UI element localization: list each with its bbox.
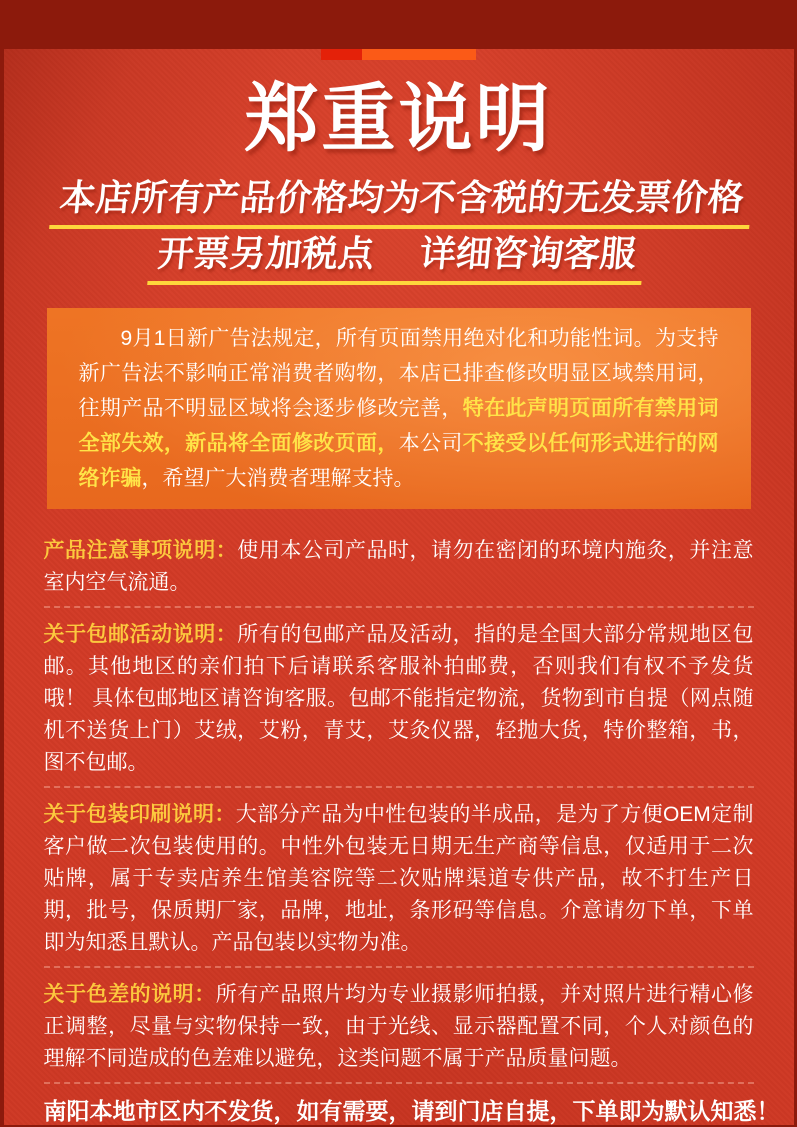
deco-bar-right-segment: [362, 49, 476, 60]
deco-bar-left-segment: [321, 49, 362, 60]
section-free-shipping: [44, 606, 754, 779]
price-notice-line-2-text: 开票另加税点 详细咨询客服: [147, 230, 646, 285]
price-notice-line-2: [0, 230, 793, 286]
price-notice-line-1: [4, 174, 797, 230]
section-packaging-print: [44, 786, 754, 959]
section-free-shipping-body: 所有的包邮产品及活动，指的是全国大部分常规地区包邮。其他地区的亲们拍下后请联系客服补拍邮费，否则我们有权不予发货哦！ 具体包邮地区请咨询客服。包邮不能指定物流，货物到市自提（网点随机不送货上门）艾绒，艾粉，青艾，艾灸仪器，轻抛大货，特价整箱，书，图不包邮。: [44, 623, 754, 774]
solemn-statement-banner: [4, 49, 794, 1125]
law-notice-highlight-1: 特在此声明页面所有禁用词全部失效，新品将全面修改页面，: [79, 397, 719, 455]
section-packaging-print-heading: 关于包装印刷说明：: [44, 803, 236, 826]
law-notice-segment-1: 9月1日新广告法规定，所有页面禁用绝对化和功能性词。为支持新广告法不影响正常消费者购物，本店已排查修改明显区域禁用词，往期产品不明显区域将会逐步修改完善，: [79, 327, 719, 420]
law-notice-highlight-2: 不接受以任何形式进行的网络诈骗: [79, 432, 719, 490]
section-color-difference-body: 所有产品照片均为专业摄影师拍摄，并对照片进行精心修正调整，尽量与实物保持一致，由于光线、显示器配置不同，个人对颜色的理解不同造成的色差难以避免，这类问题不属于产品质量问题。: [44, 983, 754, 1070]
ad-law-notice-text: [79, 321, 719, 496]
section-color-difference: [44, 966, 754, 1075]
section-product-usage-heading: 产品注意事项说明：: [44, 539, 238, 562]
section-color-difference-heading: 关于色差的说明：: [44, 983, 216, 1006]
section-product-usage: [44, 535, 754, 599]
law-notice-segment-3: ，希望广大消费者理解支持。: [142, 467, 415, 490]
local-pickup-notice: 南阳本地市区内不发货，如有需要，请到门店自提，下单即为默认知悉！: [44, 1082, 754, 1127]
section-free-shipping-heading: 关于包邮活动说明：: [44, 623, 238, 646]
law-notice-segment-2: 本公司: [399, 432, 463, 455]
section-packaging-print-body: 大部分产品为中性包装的半成品，是为了方便OEM定制客户做二次包装使用的。中性外包装无日期无生产商等信息，仅适用于二次贴牌，属于专卖店养生馆美容院等二次贴牌渠道专供产品，故不打生产日期，批号，保质期厂家，品牌，地址，条形码等信息。介意请勿下单，下单即为知悉且默认。产品包装以实物为准。: [44, 803, 754, 954]
header-decoration-bar: [321, 49, 476, 60]
price-notice: [0, 174, 797, 286]
price-notice-line-1-text: 本店所有产品价格均为不含税的无发票价格: [49, 174, 754, 229]
ad-law-notice-box: [47, 308, 751, 509]
section-product-usage-body: 使用本公司产品时，请勿在密闭的环境内施灸，并注意室内空气流通。: [44, 539, 754, 594]
notes-content: [44, 535, 754, 1127]
page-title: 郑重说明: [4, 82, 794, 156]
